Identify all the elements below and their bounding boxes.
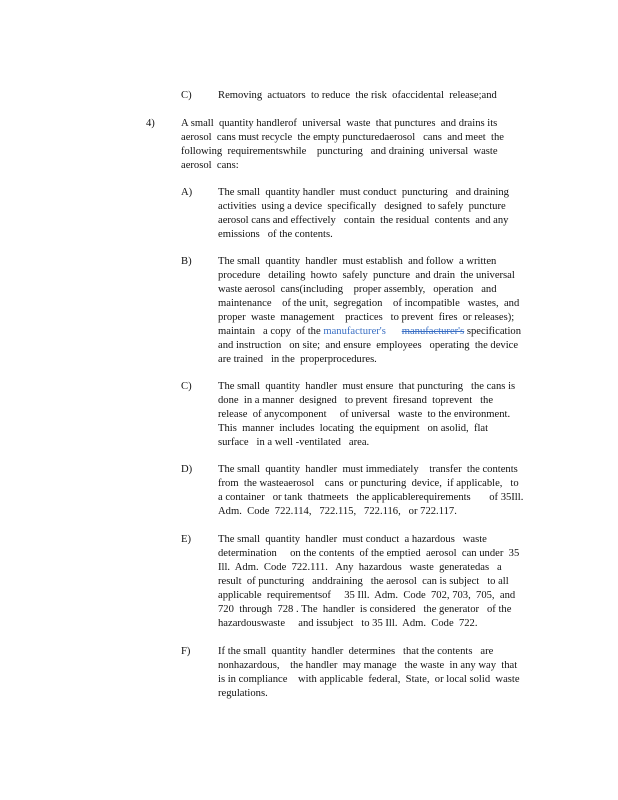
paragraph-line: This manner includes locating the equipment on asolid, flat	[218, 423, 489, 434]
sub-label-b: B)	[181, 256, 192, 267]
paragraph-line: The small quantity handler must conduct puncturing and draining	[218, 187, 509, 198]
line-text: maintain a copy of the	[218, 326, 321, 337]
sub-label-e: E)	[181, 534, 191, 545]
item-label-4: 4)	[146, 118, 155, 129]
paragraph-line: hazardouswaste and issubject to 35 Ill. Adm. Code 722.	[218, 618, 478, 629]
paragraph-line: is in compliance with applicable federal, State, or local solid waste	[218, 674, 520, 685]
paragraph-line: activities using a device specifically designed to safely puncture	[218, 201, 506, 212]
paragraph-line: A small quantity handlerof universal waste that punctures and drains its	[181, 118, 498, 129]
paragraph-line: a container or tank thatmeets the applicablerequirements of 35Ill.	[218, 492, 524, 503]
paragraph-line: result of puncturing anddraining the aerosol can is subject to all	[218, 576, 509, 587]
paragraph-line: are trained in the properprocedures.	[218, 354, 377, 365]
paragraph-line: from the wasteaerosol cans or puncturing device, if applicable, to	[218, 478, 519, 489]
sub-label-c: C)	[181, 381, 192, 392]
paragraph-line: The small quantity handler must ensure that puncturing the cans is	[218, 381, 516, 392]
line-text: specification	[466, 326, 521, 337]
sub-label-a: A)	[181, 187, 193, 198]
paragraph-line: The small quantity handler must immediately transfer the contents	[218, 464, 518, 475]
paragraph-line: If the small quantity handler determines that the contents are	[218, 646, 494, 657]
paragraph-line: waste aerosol cans(including proper assembly, operation and	[218, 284, 497, 295]
paragraph-line: maintenance of the unit, segregation of incompatible wastes, and	[218, 298, 520, 309]
paragraph-line: done in a manner designed to prevent firesand toprevent the	[218, 395, 494, 406]
paragraph-line: aerosol cans and effectively contain the residual contents and any	[218, 215, 509, 226]
paragraph-line: emissions of the contents.	[218, 229, 333, 240]
paragraph-line: aerosol cans must recycle the empty puncturedaerosol cans and meet the	[181, 132, 504, 143]
paragraph-line: aerosol cans:	[181, 160, 239, 171]
paragraph-line: and instruction on site; and ensure employees operating the device	[218, 340, 519, 351]
paragraph-line: surface in a well -ventilated area.	[218, 437, 370, 448]
paragraph-line: determination on the contents of the emptied aerosol can under 35	[218, 548, 520, 559]
paragraph-line: Adm. Code 722.114, 722.115, 722.116, or 722.117.	[218, 506, 457, 517]
sub-label-d: D)	[181, 464, 193, 475]
paragraph-line: The small quantity handler must conduct a hazardous waste	[218, 534, 487, 545]
inserted-text: manufacturer's	[323, 326, 386, 337]
paragraph-line: procedure detailing howto safely puncture and drain the universal	[218, 270, 515, 281]
item-label-c-top: C)	[181, 90, 192, 101]
paragraph-line-revision	[218, 325, 521, 339]
paragraph-line: The small quantity handler must establish and follow a written	[218, 256, 497, 267]
paragraph-line: 720 through 728 . The handler is considered the generator of the	[218, 604, 512, 615]
deleted-text: manufacturer's	[401, 326, 465, 337]
paragraph-line: following requirementswhile puncturing and draining universal waste	[181, 146, 498, 157]
item-text-c-top: Removing actuators to reduce the risk ofaccidental release;and	[218, 90, 497, 101]
sub-label-f: F)	[181, 646, 191, 657]
paragraph-line: applicable requirementsof 35 Ill. Adm. Code 702, 703, 705, and	[218, 590, 516, 601]
paragraph-line: proper waste management practices to prevent fires or releases);	[218, 312, 515, 323]
paragraph-line: nonhazardous, the handler may manage the waste in any way that	[218, 660, 518, 671]
paragraph-line: Ill. Adm. Code 722.111. Any hazardous waste generatedas a	[218, 562, 502, 573]
paragraph-line: release of anycomponent of universal waste to the environment.	[218, 409, 511, 420]
paragraph-line: regulations.	[218, 688, 268, 699]
